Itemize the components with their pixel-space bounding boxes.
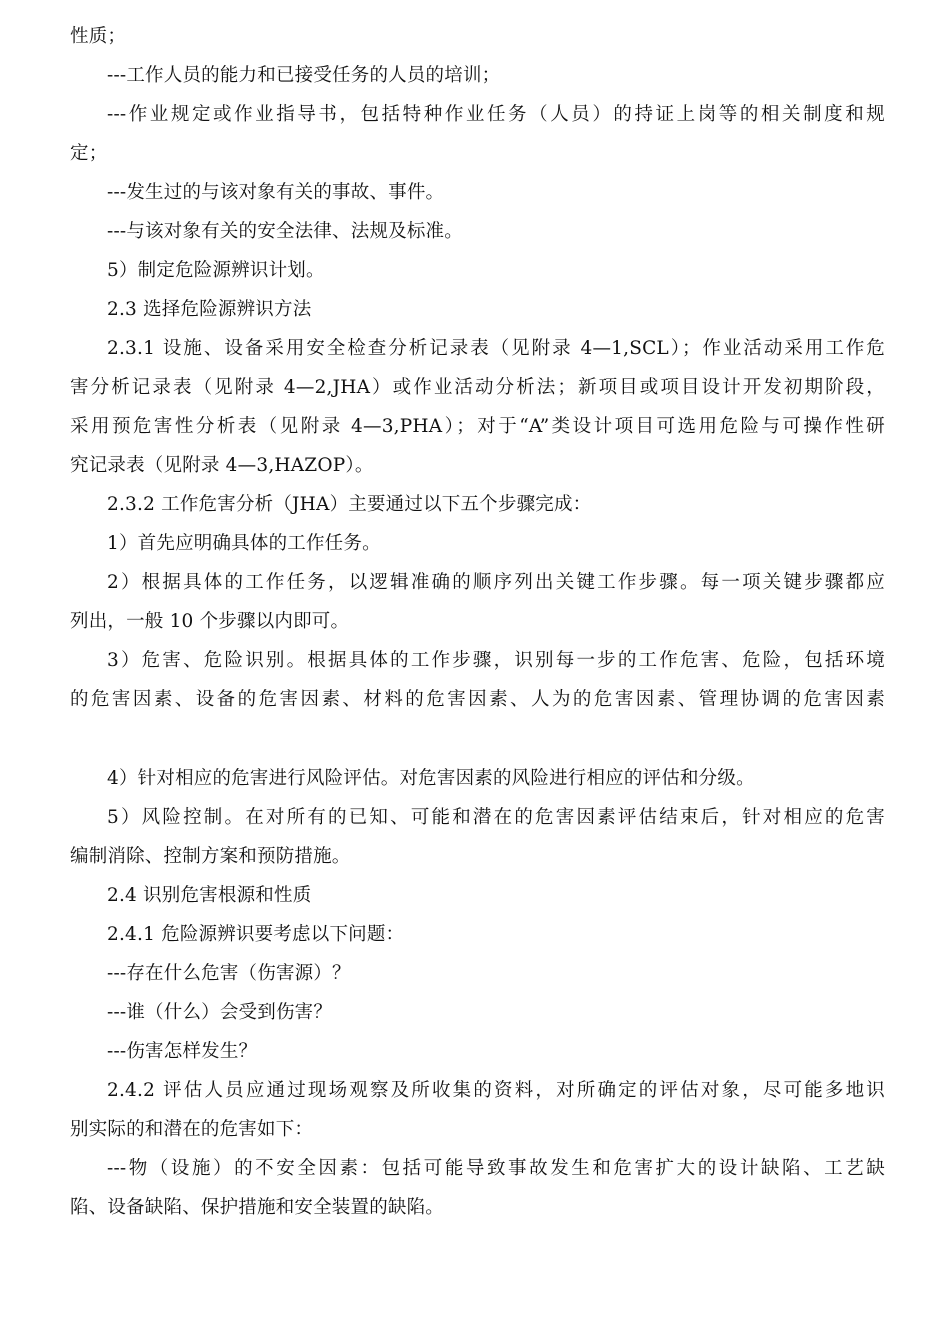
text-line: ---与该对象有关的安全法律、法规及标准。: [107, 221, 463, 242]
text-line: 定；: [70, 143, 108, 164]
text-line: 5）制定危险源辨识计划。: [107, 260, 325, 281]
text-line: ---发生过的与该对象有关的事故、事件。: [107, 182, 445, 203]
text-line: 2.4.2 评估人员应通过现场观察及所收集的资料，对所确定的评估对象，尽可能多地识: [107, 1080, 885, 1101]
text-line: ---工作人员的能力和已接受任务的人员的培训；: [107, 65, 501, 86]
text-line: 采用预危害性分析表（见附录 4—3,PHA）；对于“A”类设计项目可选用危险与可操作性研: [70, 416, 885, 437]
text-line: 列出，一般 10 个步骤以内即可。: [70, 611, 350, 632]
text-line: ---谁（什么）会受到伤害？: [107, 1002, 333, 1023]
text-line: 害分析记录表（见附录 4—2,JHA）或作业活动分析法；新项目或项目设计开发初期阶段，: [70, 377, 885, 398]
text-line: 2.3.2 工作危害分析（JHA）主要通过以下五个步骤完成：: [107, 494, 592, 515]
text-line: 4）针对相应的危害进行风险评估。对危害因素的风险进行相应的评估和分级。: [107, 768, 755, 789]
text-line: ---作业规定或作业指导书，包括特种作业任务（人员）的持证上岗等的相关制度和规: [107, 104, 885, 125]
text-line: 的危害因素、设备的危害因素、材料的危害因素、人为的危害因素、管理协调的危害因素: [70, 689, 885, 710]
text-line: 3）危害、危险识别。根据具体的工作步骤，识别每一步的工作危害、危险，包括环境: [107, 650, 885, 671]
text-line: 5）风险控制。在对所有的已知、可能和潜在的危害因素评估结束后，针对相应的危害: [107, 807, 885, 828]
section-heading: 2.4 识别危害根源和性质: [107, 885, 312, 906]
text-line: 性质；: [70, 26, 127, 47]
text-line: 陷、设备缺陷、保护措施和安全装置的缺陷。: [70, 1197, 445, 1218]
text-line: 2.4.1 危险源辨识要考虑以下问题：: [107, 924, 405, 945]
text-line: ---存在什么危害（伤害源）？: [107, 963, 351, 984]
text-line: 别实际的和潜在的危害如下：: [70, 1119, 314, 1140]
text-line: ---物（设施）的不安全因素：包括可能导致事故发生和危害扩大的设计缺陷、工艺缺: [107, 1158, 885, 1179]
text-line: 2）根据具体的工作任务，以逻辑准确的顺序列出关键工作步骤。每一项关键步骤都应: [107, 572, 885, 593]
text-line: 编制消除、控制方案和预防措施。: [70, 846, 351, 867]
text-line: 1）首先应明确具体的工作任务。: [107, 533, 381, 554]
text-line: 究记录表（见附录 4—3,HAZOP）。: [70, 455, 374, 476]
text-line: 2.3.1 设施、设备采用安全检查分析记录表（见附录 4—1,SCL）；作业活动采用工作危: [107, 338, 885, 359]
text-line: ---伤害怎样发生？: [107, 1041, 258, 1062]
section-heading: 2.3 选择危险源辨识方法: [107, 299, 312, 320]
